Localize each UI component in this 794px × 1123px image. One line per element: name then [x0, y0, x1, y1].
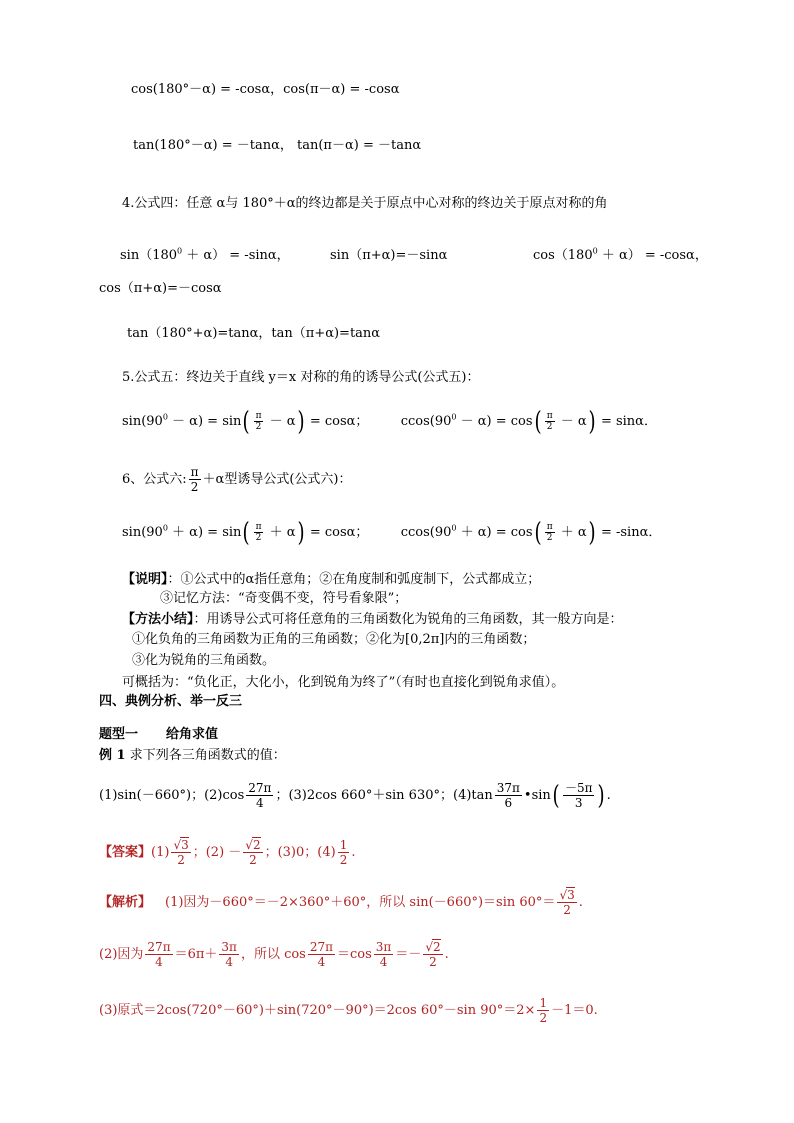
frac-sqrt2-2 [243, 838, 262, 867]
frac-den: 4 [317, 955, 326, 969]
formula4-sin-a: sin（180 [120, 248, 178, 263]
analysis-s1: (1)因为－660°＝－2×360°＋60°，所以 sin(－660°)＝sin 60°＝ [165, 895, 556, 910]
sqrt-radicand: 2 [433, 940, 441, 954]
frac-num: π [546, 522, 553, 532]
frac-num: 3π [375, 940, 392, 954]
pi-over-2 [545, 522, 555, 543]
f6-p2b: ＋ α) = cos [456, 525, 533, 540]
deg-sup: 0 [451, 412, 457, 422]
frac-num: π [190, 465, 199, 479]
note-memory: ③记忆方法：“奇变偶不变，符号看象限”； [160, 591, 408, 606]
f6-p2c: ＋ α [556, 525, 587, 540]
frac-den: 2 [249, 853, 257, 867]
frac-27pi-4 [308, 940, 335, 969]
formula5-equation [122, 405, 657, 439]
analysis-s2c: ，所以 cos [240, 947, 306, 962]
frac-den: 4 [379, 955, 388, 969]
analysis-s3a: (3)原式＝2cos(720°－60°)＋sin(720°－90°)＝2cos 60°－sin 90°＝2× [99, 1003, 536, 1018]
analysis-s2end: . [444, 947, 449, 962]
analysis-label: 【解析】 [99, 895, 152, 910]
shuoming-label: 【说明】 [122, 572, 168, 587]
paren-open: ( [552, 780, 560, 811]
analysis-s3b: －1＝0. [551, 1003, 598, 1018]
answer-line [99, 834, 355, 872]
frac-den: 2 [255, 533, 262, 543]
formula6-heading [122, 462, 351, 498]
answer-label: 【答案】 [99, 845, 152, 860]
frac-num [243, 838, 262, 853]
f6-heading-post: ＋α型诱导公式(公式六)： [202, 472, 352, 487]
frac-sqrt2-2 [423, 940, 442, 969]
paren-close: ) [598, 780, 606, 811]
frac-den: 4 [155, 955, 163, 969]
f6-p1: sin(90 [122, 525, 163, 540]
formula4-tan: tan（180°+α)=tanα，tan（π+α)=tanα [127, 326, 381, 341]
paren-close: ) [588, 517, 596, 548]
paren-close: ) [297, 517, 305, 548]
f5-p1c: － α [265, 414, 296, 429]
f6-p1d: = cosα； [305, 525, 369, 540]
f5-p2b: － α) = cos [456, 414, 533, 429]
frac-num: 3π [221, 940, 237, 954]
eq-q4end: . [606, 788, 611, 803]
answer-a1: (1) [151, 845, 170, 860]
formula6-equation [122, 516, 661, 550]
frac-den: 2 [546, 422, 553, 432]
deg-sup: 0 [162, 523, 168, 533]
frac-den: 4 [256, 796, 264, 810]
deg-sup: 0 [451, 523, 457, 533]
deg-sup: 0 [162, 412, 168, 422]
example1-label: 例 1 [99, 748, 126, 763]
f5-p1: sin(90 [122, 414, 163, 429]
deg-sup: 0 [177, 246, 183, 256]
eq-q3: ；(3)2cos 660°＋sin 630°；(4)tan [275, 788, 493, 803]
pi-over-2 [254, 411, 264, 432]
frac-27pi-4 [246, 781, 273, 810]
paren-close: ) [297, 406, 305, 437]
pi-over-2 [189, 465, 201, 494]
paren-open: ( [534, 517, 542, 548]
f5-p1b: － α) = sin [167, 414, 242, 429]
analysis-line-3 [99, 992, 598, 1030]
frac-num: 1 [539, 996, 548, 1010]
frac-sqrt3-2 [557, 888, 576, 917]
frac-den: 2 [563, 903, 571, 917]
frac-num: π [255, 522, 262, 532]
f5-p1d: = cosα； [305, 414, 369, 429]
f6-p1c: ＋ α [265, 525, 296, 540]
eq-q1: (1)sin(－660°)；(2)cos [99, 788, 245, 803]
formula4-sin-pi: sin（π+α)=－sinα [330, 248, 448, 263]
paren-open: ( [534, 406, 542, 437]
frac-num: 27π [248, 781, 272, 795]
formula4-cos-a: cos（180 [533, 248, 593, 263]
type1-name: 给角求值 [166, 727, 219, 742]
analysis-line-2 [99, 936, 449, 974]
frac-3pi-4 [374, 940, 394, 969]
frac-num: 27π [147, 940, 171, 954]
pi-over-2 [545, 411, 555, 432]
answer-a2: ；(2) － [192, 845, 242, 860]
f6-heading-pre: 6、公式六: [122, 472, 187, 487]
analysis-s2b: ＝6π＋ [174, 947, 218, 962]
analysis-s2a: (2)因为 [99, 947, 144, 962]
frac-num: π [546, 411, 553, 421]
frac-3pi-4 [219, 940, 239, 969]
note-summary: 可概括为：“负化正，大化小，化到锐角为终了”（有时也直接化到锐角求值）。 [122, 675, 565, 690]
frac-den: 2 [429, 955, 437, 969]
method-label: 【方法小结】 [122, 612, 194, 627]
note-method [122, 610, 623, 630]
frac-num [423, 940, 442, 955]
note-step2: ③化为锐角的三角函数。 [132, 653, 276, 668]
frac-num [171, 838, 190, 853]
note-step1: ①化负角的三角函数为正角的三角函数；②化为[0,2π]内的三角函数； [132, 632, 536, 647]
frac-num: 1 [339, 838, 348, 852]
frac-den: 2 [177, 853, 185, 867]
frac-num: 27π [309, 940, 334, 954]
frac-27pi-4 [145, 940, 172, 969]
sqrt-radicand: 3 [181, 838, 189, 852]
example1-text: 求下列各三角函数式的值： [129, 748, 286, 763]
sqrt-icon: √ [245, 838, 253, 852]
sqrt-icon: √ [173, 838, 182, 852]
paren-close: ) [588, 406, 596, 437]
note-shuoming [122, 570, 540, 590]
example1-intro [99, 746, 286, 766]
analysis-s2d: ＝cos [337, 947, 372, 962]
frac-den: 4 [225, 955, 233, 969]
answer-a3: ；(3)0；(4) [264, 845, 336, 860]
pi-over-2 [254, 522, 264, 543]
f6-p2: ccos(90 [400, 525, 452, 540]
method-text: ：用诱导公式可将任意角的三角函数化为锐角的三角函数，其一般方向是： [193, 612, 623, 627]
sqrt-radicand: 2 [252, 838, 261, 852]
shuoming-text: ：①公式中的α指任意角；②在角度制和弧度制下，公式都成立； [167, 572, 541, 587]
analysis-s1end: . [578, 895, 583, 910]
frac-den: 3 [574, 796, 583, 810]
sqrt-icon: √ [425, 940, 433, 954]
formula5-heading: 5.公式五：终边关于直线 y＝x 对称的角的诱导公式(公式五)： [122, 370, 480, 385]
sqrt-icon: √ [559, 888, 568, 902]
f6-p2d: = -sinα． [596, 525, 662, 540]
type1-heading [99, 725, 218, 745]
formula4-cos-pi: cos（π+α)=－cosα [99, 281, 222, 296]
answer-end: . [351, 845, 356, 860]
frac-1-2 [537, 996, 549, 1025]
frac-num: －5π [564, 781, 593, 795]
example1-questions [99, 778, 611, 814]
type1-label: 题型一 [99, 727, 139, 742]
formula4-sin-a-tail: ＋ α） = -sinα， [182, 248, 290, 263]
frac-37pi-6 [495, 781, 522, 810]
formula4-cos-deg [533, 246, 708, 266]
formula4-sin-deg [120, 246, 290, 266]
frac-sqrt3-2 [171, 838, 190, 867]
section4-title: 四、典例分析、举一反三 [99, 694, 243, 709]
f5-p2: ccos(90 [400, 414, 452, 429]
formula4-cos-a-tail: ＋ α） = -cosα， [597, 248, 708, 263]
frac-den: 2 [255, 422, 262, 432]
analysis-line-1 [99, 884, 583, 922]
frac-den: 6 [504, 796, 513, 810]
sqrt-radicand: 3 [567, 888, 575, 902]
paren-open: ( [242, 406, 251, 437]
frac-neg5pi-3 [563, 781, 595, 810]
frac-den: 2 [539, 1011, 548, 1025]
frac-num [557, 888, 576, 903]
frac-num: 37π [496, 781, 520, 795]
paren-open: ( [242, 517, 251, 548]
frac-den: 2 [546, 533, 553, 543]
f5-p2d: = sinα． [596, 414, 657, 429]
tan-formula-3: tan(180°－α) = －tanα， tan(π－α) = －tanα [133, 138, 422, 153]
frac-den: 2 [339, 853, 348, 867]
frac-den: 2 [190, 480, 199, 494]
eq-q4mid: •sin [523, 788, 551, 803]
f6-p1b: ＋ α) = sin [167, 525, 242, 540]
frac-num: π [255, 411, 262, 421]
cos-formula-3: cos(180°－α) = -cosα，cos(π－α) = -cosα [131, 82, 400, 97]
f5-p2c: － α [556, 414, 587, 429]
deg-sup: 0 [592, 246, 598, 256]
analysis-s2e: ＝－ [395, 947, 422, 962]
formula4-heading: 4.公式四：任意 α与 180°＋α的终边都是关于原点中心对称的终边关于原点对称的角 [122, 196, 608, 211]
frac-1-2 [338, 838, 350, 867]
